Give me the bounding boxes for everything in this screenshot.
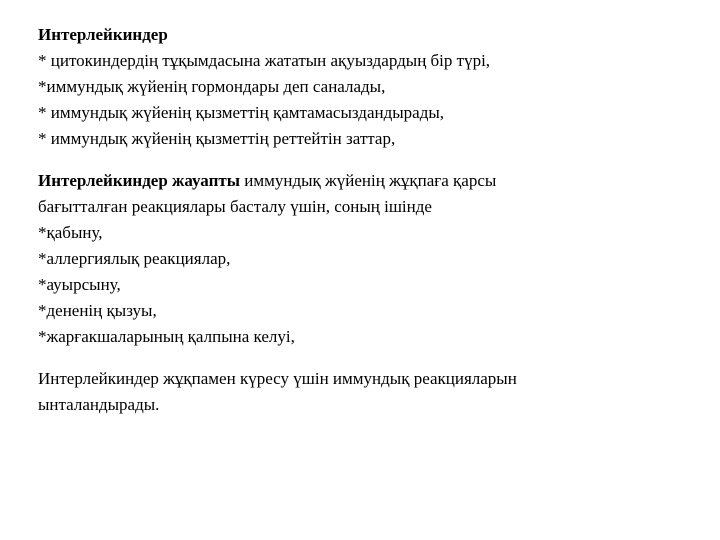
section1-item-3: * иммундық жүйенің қызметтің қамтамасыздандырады,	[38, 103, 445, 122]
spacer	[38, 350, 678, 366]
section1-item-1: * цитокиндердің тұқымдасына жататын ақуыздардың бір түрі,	[38, 51, 491, 70]
section1-item-4: * иммундық жүйенің қызметтің реттейтін заттар,	[38, 129, 396, 148]
section1-item-2: *иммундық жүйенің гормондары деп саналады,	[38, 77, 386, 96]
section2-item-4: *дененің қызуы,	[38, 301, 157, 320]
section2-item-3: *ауырсыну,	[38, 275, 121, 294]
slide-content	[38, 22, 678, 418]
section2-lead-bold: Интерлейкиндер жауапты	[38, 171, 240, 190]
section3-line2: ынталандырады.	[38, 395, 160, 414]
spacer	[38, 152, 678, 168]
section2-lead	[38, 168, 678, 194]
section2-item-1: *қабыну,	[38, 223, 103, 242]
section2-item-2: *аллергиялық реакциялар,	[38, 249, 231, 268]
section3-line1: Интерлейкиндер жұқпамен күресу үшін иммундық реакцияларын	[38, 369, 517, 388]
section2-lead-rest: иммундық жүйенің жұқпаға қарсы	[240, 171, 497, 190]
section2-item-5: *жарғакшаларының қалпына келуі,	[38, 327, 295, 346]
section1-title: Интерлейкиндер	[38, 25, 168, 44]
section2-lead-line2: бағытталған реакциялары басталу үшін, соның ішінде	[38, 197, 432, 216]
